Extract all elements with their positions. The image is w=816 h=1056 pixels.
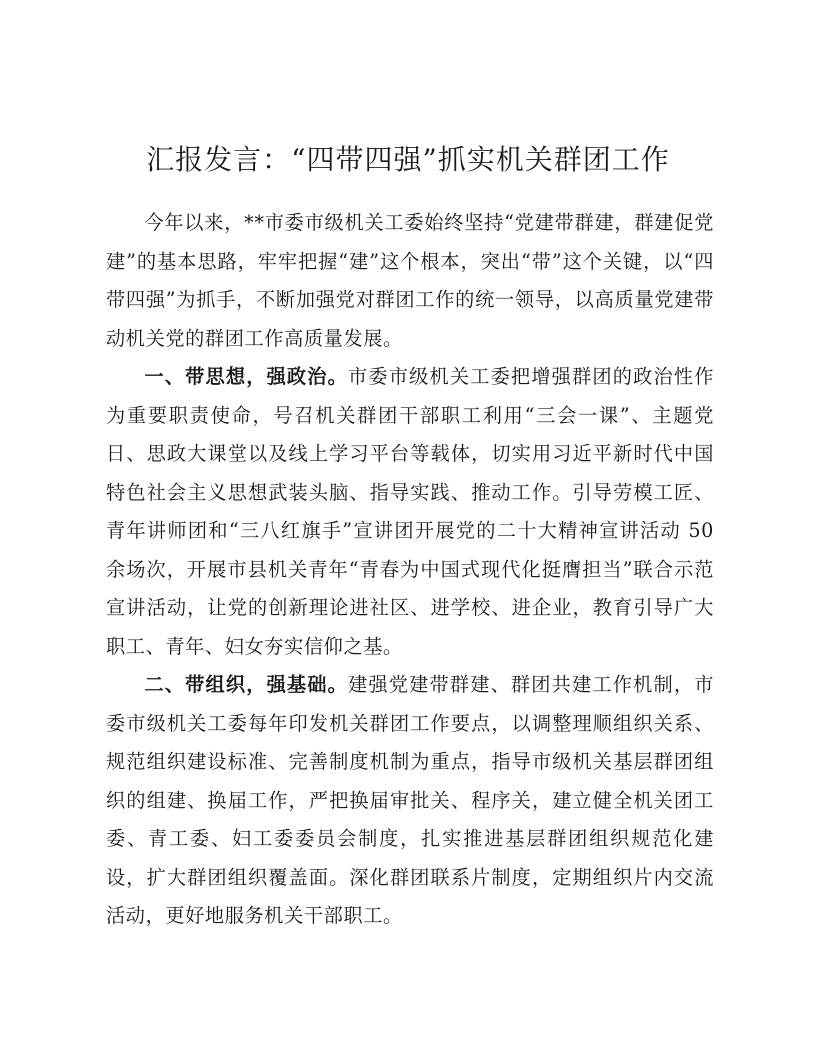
section-2-heading: 二、带组织，强基础。: [144, 673, 349, 696]
paragraph-intro-text: 今年以来，**市委市级机关工委始终坚持“党建带群建，群建促党建”的基本思路，牢牢把握“建”这个根本，突出“带”这个关键，以“四带四强”为抓手，不断加强党对群团工作的统一领导，以高质量党建带动机关党的群团工作高质量发展。: [106, 211, 714, 350]
paragraph-section-2: [106, 666, 714, 936]
section-2-text: 建强党建带群建、群团共建工作机制，市委市级机关工委每年印发机关群团工作要点，以调整理顺组织关系、规范组织建设标准、完善制度机制为重点，指导市级机关基层群团组织的组建、换届工作，严把换届审批关、程序关，建立健全机关团工委、青工委、妇工委委员会制度，扎实推进基层群团组织规范化建设，扩大群团组织覆盖面。深化群团联系片制度，定期组织片内交流活动，更好地服务机关干部职工。: [106, 673, 714, 927]
section-1-text: 市委市级机关工委把增强群团的政治性作为重要职责使命，号召机关群团干部职工利用“三会一课”、主题党日、思政大课堂以及线上学习平台等载体，切实用习近平新时代中国特色社会主义思想武装头脑、指导实践、推动工作。引导劳模工匠、青年讲师团和“三八红旗手”宣讲团开展党的二十大精神宣讲活动 50 余场次，开展市县机关青年“青春为中国式现代化挺膺担当”联合示范宣讲活动，让党的创新理论进社区、进学校、进企业，教育引导广大职工、青年、妇女夯实信仰之基。: [106, 365, 714, 658]
document-body: [106, 204, 714, 936]
document-title: 汇报发言：“四带四强”抓实机关群团工作: [146, 143, 670, 176]
paragraph-intro: [106, 204, 714, 358]
section-1-heading: 一、带思想，强政治。: [144, 365, 349, 388]
paragraph-section-1: [106, 358, 714, 666]
